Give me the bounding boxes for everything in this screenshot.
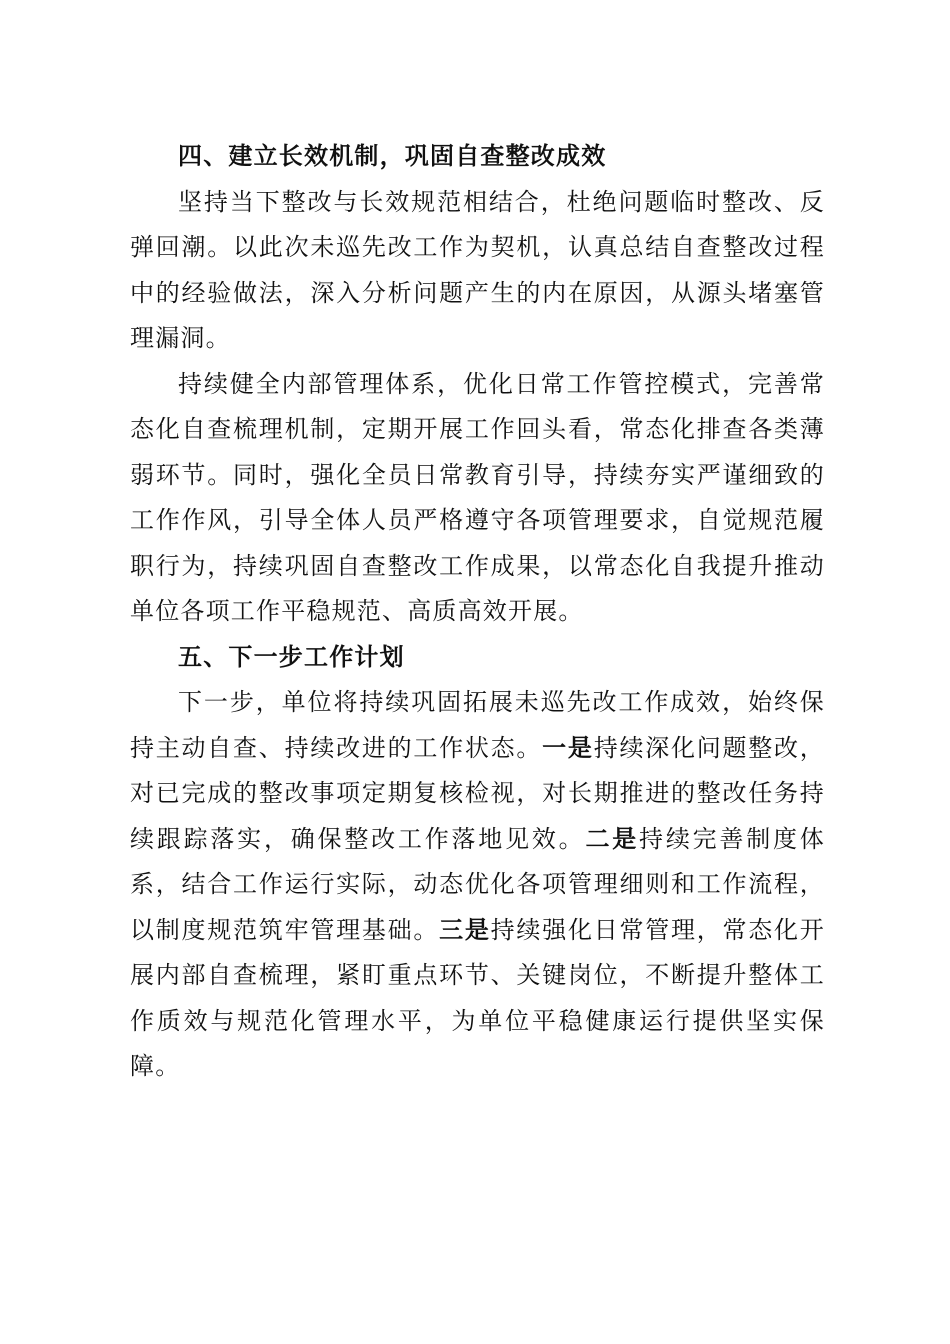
- point-3-text: 持续强化日常管理，常态化开展内部自查梳理，紧盯重点环节、关键岗位，不断提升整体工作质效与规范化管理水平，为单位平稳健康运行提供坚实保障。: [130, 915, 825, 1080]
- section-4-heading: 四、建立长效机制，巩固自查整改成效: [178, 142, 607, 170]
- point-3-lead: 三是: [439, 915, 491, 944]
- section-5-intro: 下一步，单位将持续巩固拓展未巡先改工作成效，始终保持主动自查、持续改进的工作状态。: [130, 688, 825, 762]
- point-2-lead: 二是: [585, 824, 640, 853]
- section-4-paragraph-2: 持续健全内部管理体系，优化日常工作管控模式，完善常态化自查梳理机制，定期开展工作回头看，常态化排查各类薄弱环节。同时，强化全员日常教育引导，持续夯实严谨细致的工作作风，引导全体人员严格遵守各项管理要求，自觉规范履职行为，持续巩固自查整改工作成果，以常态化自我提升推动单位各项工作平稳规范、高质高效开展。: [130, 369, 825, 625]
- point-2-text: 持续完善制度体系，结合工作运行实际，动态优化各项管理细则和工作流程，以制度规范筑牢管理基础。: [130, 824, 825, 944]
- section-5-paragraph: [130, 680, 825, 1090]
- section-5-heading: 五、下一步工作计划: [178, 642, 405, 671]
- point-1-text: 持续深化问题整改，对已完成的整改事项定期复核检视，对长期推进的整改任务持续跟踪落实，确保整改工作落地见效。: [130, 733, 825, 853]
- point-1-lead: 一是: [542, 733, 594, 762]
- document-body: [130, 134, 825, 1090]
- section-4-paragraph-1: 坚持当下整改与长效规范相结合，杜绝问题临时整改、反弹回潮。以此次未巡先改工作为契机，认真总结自查整改过程中的经验做法，深入分析问题产生的内在原因，从源头堵塞管理漏洞。: [130, 187, 825, 352]
